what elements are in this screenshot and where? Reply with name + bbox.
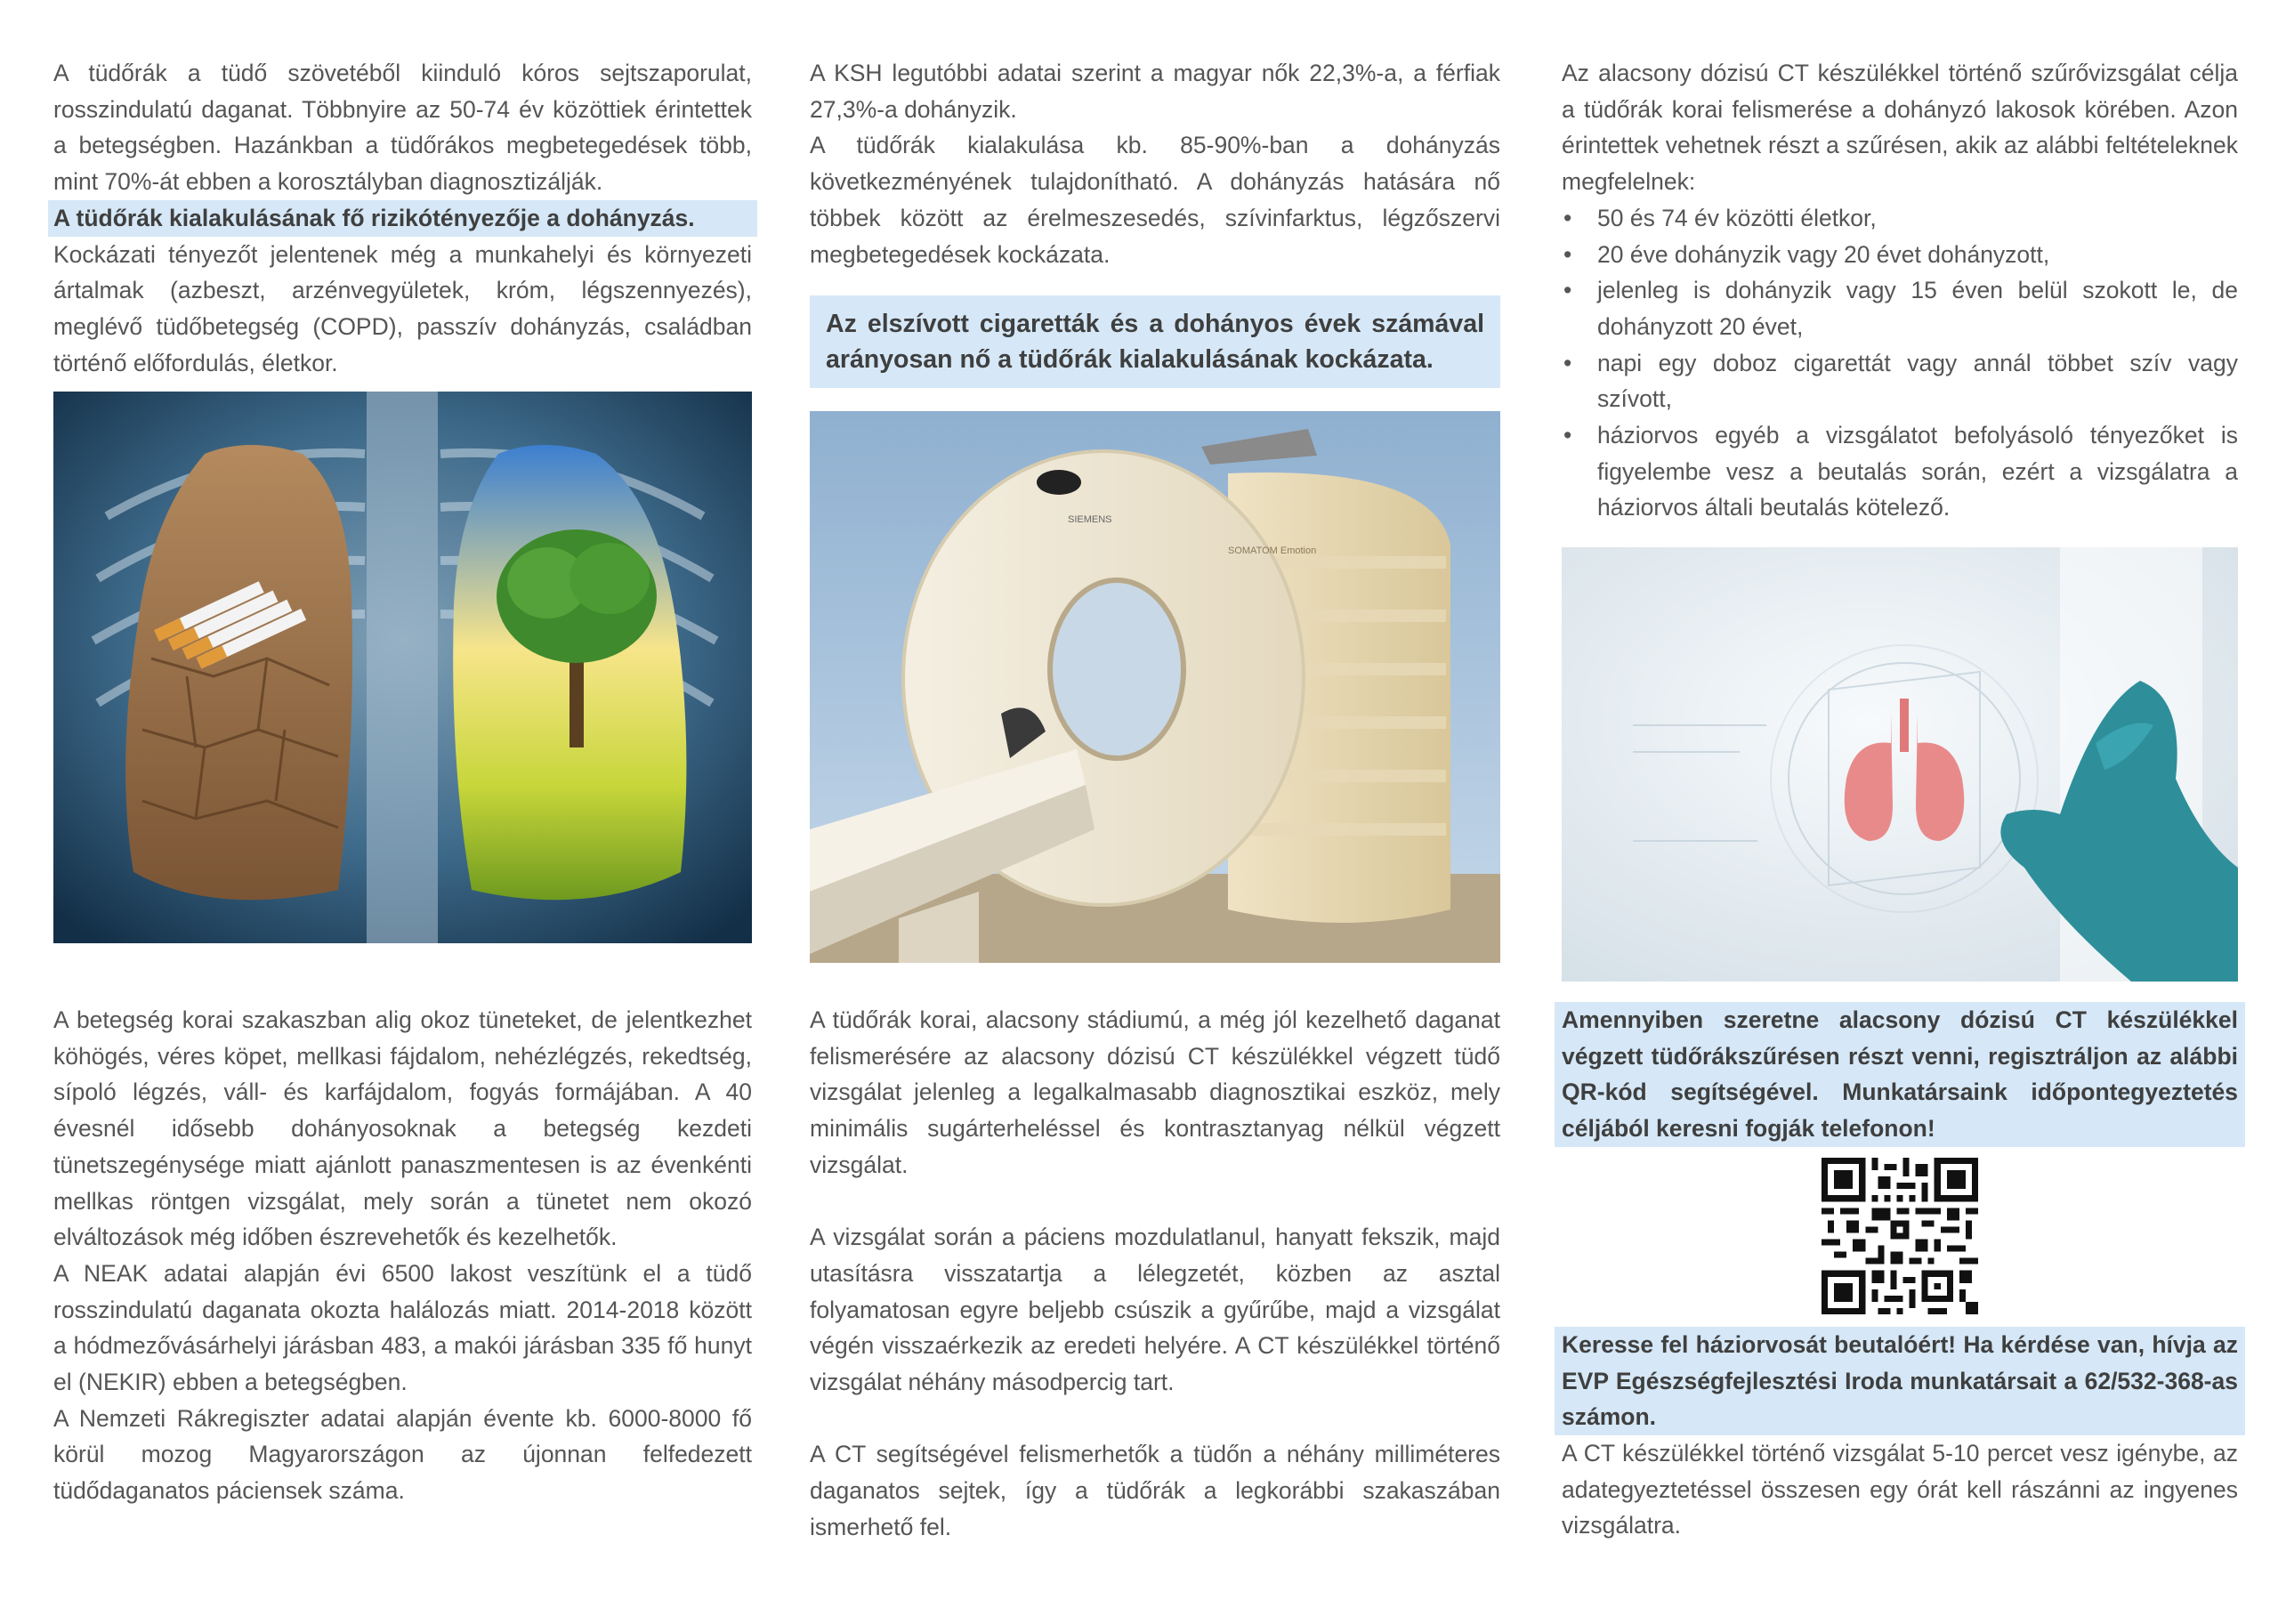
column-2 <box>810 55 1500 963</box>
procedure-paragraph: A vizsgálat során a páciens mozdulatlanul, hanyatt fekszik, majd utasításra visszatartja a lélegzetét, közben az asztal folyamatosan egyre beljebb csúszik a gyűrűbe, majd a vizsgálat végén visszaérkezik az eredeti helyére. A CT készülékkel történő vizsgálat néhány másodpercig tart. <box>810 1224 1500 1396</box>
column-3-lower <box>1562 1002 2238 1544</box>
detection-paragraph: A CT segítségével felismerhetők a tüdőn a néhány milliméteres daganatos sejtek, így a tüdőrák a legkorábbi szakaszában ismerhető fel. <box>810 1441 1500 1540</box>
registration-highlight: Amennyiben szeretne alacsony dózisú CT készülékkel végzett tüdőrákszűrésen részt venni, regisztráljon az alábbi QR-kód segítségével. Munkatársaink időpontegyeztetés céljából keresni fogják telefonon! <box>1555 1002 2245 1147</box>
column-1-lower <box>53 1002 752 1509</box>
lungs-hologram-photo <box>1562 547 2238 982</box>
list-item: • jelenleg is dohányzik vagy 15 éven belül szokott le, de dohányzott 20 évet, <box>1562 272 2238 344</box>
column-2-lower <box>810 1002 1500 1546</box>
column-1 <box>53 55 752 943</box>
list-item: • 50 és 74 év közötti életkor, <box>1562 200 2238 237</box>
risk-highlight: A tüdőrák kialakulásának fő rizikótényezője a dohányzás. <box>48 200 757 237</box>
list-item: • napi egy doboz cigarettát vagy annál többet szív vagy szívott, <box>1562 345 2238 417</box>
intro-paragraph: A tüdőrák a tüdő szövetéből kiinduló kóros sejtszaporulat, rosszindulatú daganat. Többnyire az 50-74 év közöttiek érintettek a betegségben. Hazánkban a tüdőrákos megbetegedések több, mint 70%-át ebben a korosztályban diagnosztizálják. <box>53 60 752 196</box>
smoking-cause-paragraph: A tüdőrák kialakulása kb. 85-90%-ban a dohányzás következményének tulajdonítható. A dohányzás hatására nő többek között az érelmeszesedés, szívinfarktus, légzőszervi megbetegedések kockázata. <box>810 132 1500 268</box>
qr-code <box>1822 1158 1978 1314</box>
contact-highlight: Keresse fel háziorvosát beutalóért! Ha kérdése van, hívja az EVP Egészségfejlesztési Iroda munkatársait a 62/532-368-as számon. <box>1555 1327 2245 1435</box>
eligibility-list <box>1562 200 2238 526</box>
ksh-paragraph: A KSH legutóbbi adatai szerint a magyar nők 22,3%-a, a férfiak 27,3%-a dohányzik. <box>810 60 1500 123</box>
ct-model-label: SOMATOM Emotion <box>1228 545 1317 557</box>
ct-scanner-image <box>810 411 1500 963</box>
lung-xray-image <box>53 392 752 943</box>
list-item: • 20 éve dohányzik vagy 20 évet dohányzott, <box>1562 237 2238 273</box>
ct-brand-label: SIEMENS <box>1068 514 1112 526</box>
ct-scanner-photo <box>810 411 1500 963</box>
screening-goal-paragraph: Az alacsony dózisú CT készülékkel történő szűrővizsgálat célja a tüdőrák korai felismerése a dohányzó lakosok körében. Azon érintettek vehetnek részt a szűrésen, akik az alábbi feltételeknek megfelelnek: <box>1562 60 2238 196</box>
lung-xray-illustration <box>53 392 752 943</box>
registry-paragraph: A Nemzeti Rákregiszter adatai alapján évente kb. 6000-8000 fő körül mozog Magyarországon az újonnan felfedezett tüdődaganatos páciensek száma. <box>53 1404 752 1505</box>
lungs-hologram-image <box>1562 547 2238 982</box>
risk-proportional-highlight: Az elszívott cigaretták és a dohányos évek számával arányosan nő a tüdőrák kialakulásának kockázata. <box>810 295 1500 388</box>
duration-paragraph: A CT készülékkel történő vizsgálat 5-10 percet vesz igénybe, az adategyeztetéssel összesen egy órát kell rászánni az ingyenes vizsgálatra. <box>1562 1439 2238 1539</box>
ct-method-paragraph: A tüdőrák korai, alacsony stádiumú, a még jól kezelhető daganat felismerésére az alacsony dózisú CT készülékkel végzett tüdő vizsgálat jelenleg a legalkalmasabb diagnosztikai eszköz, mely minimális sugárterheléssel és kontrasztanyag nélkül végzett vizsgálat. <box>810 1006 1500 1178</box>
list-item: • háziorvos egyéb a vizsgálatot befolyásoló tényezőket is figyelembe vesz a beutalás során, ezért a vizsgálatra a háziorvos általi beutalás kötelező. <box>1562 417 2238 526</box>
mortality-paragraph: A NEAK adatai alapján évi 6500 lakost veszítünk el a tüdő rosszindulatú daganata okozta halálozás miatt. 2014-2018 között a hódmezővásárhelyi járásban 483, a makói járásban 335 fő hunyt el (NEKIR) ebben a betegségben. <box>53 1259 752 1396</box>
symptoms-paragraph: A betegség korai szakaszban alig okoz tüneteket, de jelentkezhet köhögés, véres köpet, mellkasi fájdalom, nehézlégzés, rekedtség, sípoló légzés, váll- és karfájdalom, fogyás formájában. A 40 évesnél idősebb dohányosoknak a betegség kezdeti tünetszegénysége miatt ajánlott panaszmentesen is az évenkénti mellkas röntgen vizsgálat, mely során a tünetet nem okozó elváltozások még időben észrevehetők és kezelhetők. <box>53 1006 752 1251</box>
risk-factors-paragraph: Kockázati tényezőt jelentenek még a munkahelyi és környezeti ártalmak (azbeszt, arzénvegyületek, króm, légszennyezés), meglévő tüdőbetegség (COPD), passzív dohányzás, családban történő előfordulás, életkor. <box>53 240 752 376</box>
column-3 <box>1562 55 2238 982</box>
